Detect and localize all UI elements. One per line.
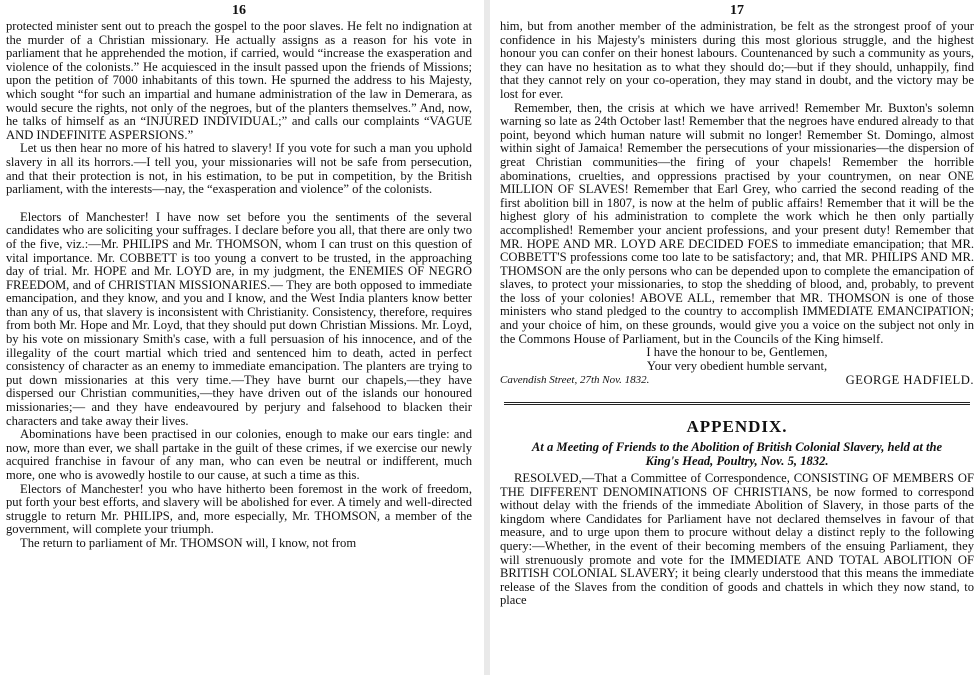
double-rule bbox=[504, 402, 970, 407]
paragraph: The return to parliament of Mr. THOMSON will, I know, not from bbox=[20, 535, 357, 550]
letter-signoff bbox=[494, 346, 980, 388]
appendix-title: APPENDIX. bbox=[686, 417, 788, 437]
paragraph: protected minister sent out to preach the gospel to the poor slaves. He felt no indignation at the murder of a Christian missionary. He actually assigns as a reason for his vote in parliament that he apprehended the motion, if carried, would “increase the exasperation and violence of the colonists.” He acquiesced in the insult passed upon the friends of Missions; upon the petition of 7000 inhabitants of this town. He spurned the address to his Majesty, which sought “for such an impartial and humane administration of the law in Demerara, as would secure the rights, not only of the negroes, but of the planters themselves.” And, now, he talks of himself as an “INJURED INDIVIDUAL;” and calls our complaints “VAGUE AND INDEFINITE ASPERSIONS.” bbox=[6, 19, 472, 142]
page-number: 17 bbox=[730, 3, 744, 18]
paragraph: Electors of Manchester! you who have hitherto been foremost in the work of freedom, put forth your best efforts, and slavery will be abolished for ever. A timely and well-directed struggle to return Mr. PHILIPS, and, more especially, Mr. THOMSON, a member of the government, will complete your triumph. bbox=[6, 481, 472, 537]
closing-line: I have the honour to be, Gentlemen, bbox=[646, 345, 828, 360]
page-number: 16 bbox=[232, 3, 246, 18]
left-body bbox=[0, 20, 478, 551]
signature-row bbox=[500, 374, 974, 388]
right-body bbox=[494, 20, 980, 346]
right-page bbox=[494, 0, 980, 675]
appendix-body bbox=[494, 472, 980, 608]
paragraph: Let us then hear no more of his hatred to slavery! If you vote for such a man you uphold slavery in all its horrors.—I tell you, your missionaries will not be safe from persecution, and that their protection is not, in his estimation, to be put in competition, by the British parliament, with the interests—nay, the “exasperation and violence” of the colonists. bbox=[6, 141, 472, 197]
paragraph: Electors of Manchester! I have now set before you the sentiments of the several candidates who are soliciting your suffrages. I declare before you all, that there are only two of the five, viz.:—Mr. PHILIPS and Mr. THOMSON, whom I can trust on this question of vital importance. Mr. COBBETT is too young a convert to be trusted, in the approaching day of trial. Mr. HOPE and Mr. LOYD are, in my judgment, the ENEMIES OF NEGRO FREEDOM, and of CHRISTIAN MISSIONARIES.— They are both opposed to immediate emancipation, and they know, and you and I know, and the West India planters know better than any of us, that slavery is inconsistent with Christianity. Consistency, therefore, requires from both Mr. Hope and Mr. Loyd, that they should put down Christian Missions. Mr. Loyd, by his vote on missionary Smith's case, with a full persuasion of his innocence, and of the illegality of the court martial which tried and sentenced him to death, acted in perfect consistency of character as an enemy to immediate emancipation. The planters are trying to put down missionaries at this very time.—They have burnt our chapels,—they have dispersed our Christian communities,—they have driven out of the islands our honoured missionaries;— and they have endeavoured by perjury and falsehood to blacken their characters and take away their lives. bbox=[6, 209, 472, 428]
valediction: Your very obedient humble servant, bbox=[646, 358, 828, 373]
paragraph: him, but from another member of the administration, be felt as the strongest proof of your confidence in his Majesty's ministers during this most glorious struggle, and the highest honour you can confer on their honest labours. Countenanced by such a community as yours, they can have no hesitation as to what they should do;—but if they should, unhappily, find that they cannot rely on your co-operation, they may stand in doubt, and the victory may be lost for ever. bbox=[500, 19, 974, 101]
paragraph: Remember, then, the crisis at which we have arrived! Remember Mr. Buxton's solemn warning so late as 24th October last! Remember that the negroes have endured already to that point, beyond which human nature will submit no longer! Remember St. Domingo, almost within sight of Jamaica! Remember the persecutions of your missionaries—the dispersion of great Christian communities—the firing of your chapels! Remember the horrible abominations, cruelties, and oppressions practised by your countrymen, on near ONE MILLION OF SLAVES! Remember that Earl Grey, who carried the second reading of the first abolition bill in 1807, is now at the helm of public affairs! Remember that it will be the highest glory of his administration to complete the work which he then only partially accomplished! Remember your ancient professions, and your present duty! Remember that MR. HOPE AND MR. LOYD ARE DECIDED FOES to immediate emancipation; that MR. COBBETT'S professions come too late to be satisfactory; and, that MR. PHILIPS AND MR. THOMSON are the only persons who can be depended upon to complete the emancipation of slaves, to protect your missionaries, to stop the shedding of blood, and, probably, to prevent the loss of your colonies! ABOVE ALL, remember that MR. THOMSON is one of those ministers who stand pledged to the country to accomplish IMMEDIATE EMANCIPATION; and your choice of him, on these grounds, would give you a voice on the subject not only in the Commons House of Parliament, but in the Councils of the King himself. bbox=[500, 100, 974, 346]
signature: GEORGE HADFIELD. bbox=[845, 373, 974, 388]
appendix-subhead: At a Meeting of Friends to the Abolition of British Colonial Slavery, held at the King's Head, Poultry, Nov. 5, 1832. bbox=[531, 440, 943, 469]
section-divider bbox=[494, 388, 980, 407]
place-date: Cavendish Street, 27th Nov. 1832. bbox=[500, 374, 650, 387]
book-gutter bbox=[484, 0, 490, 675]
paragraph: Abominations have been practised in our colonies, enough to make our ears tingle: and now, more than ever, we shall partake in the guilt of these crimes, if we exercise our newly acquired franchise in favour of any man, who can even be neutral or indifferent, much more, one who is avowedly hostile to our cause, at such a time as this. bbox=[6, 427, 472, 482]
resolution-paragraph: RESOLVED,—That a Committee of Correspondence, CONSISTING OF MEMBERS OF THE DIFFERENT DENOMINATIONS OF CHRISTIANS, be now formed to correspond without delay with the friends of the immediate Abolition of Slavery, in those parts of the kingdom where Candidates for Parliament have not declared themselves in favour of that measure, and to urge upon them to procure without delay a distinct reply to the following query:—Whether, in the event of their becoming members of the ensuing Parliament, they will strenuously promote and vote for the IMMEDIATE AND TOTAL ABOLITION OF BRITISH COLONIAL SLAVERY; it being clearly understood that this means the immediate release of the Slaves from the condition of goods and chattels in which they now stand, to place bbox=[500, 471, 974, 608]
left-page bbox=[0, 0, 478, 675]
